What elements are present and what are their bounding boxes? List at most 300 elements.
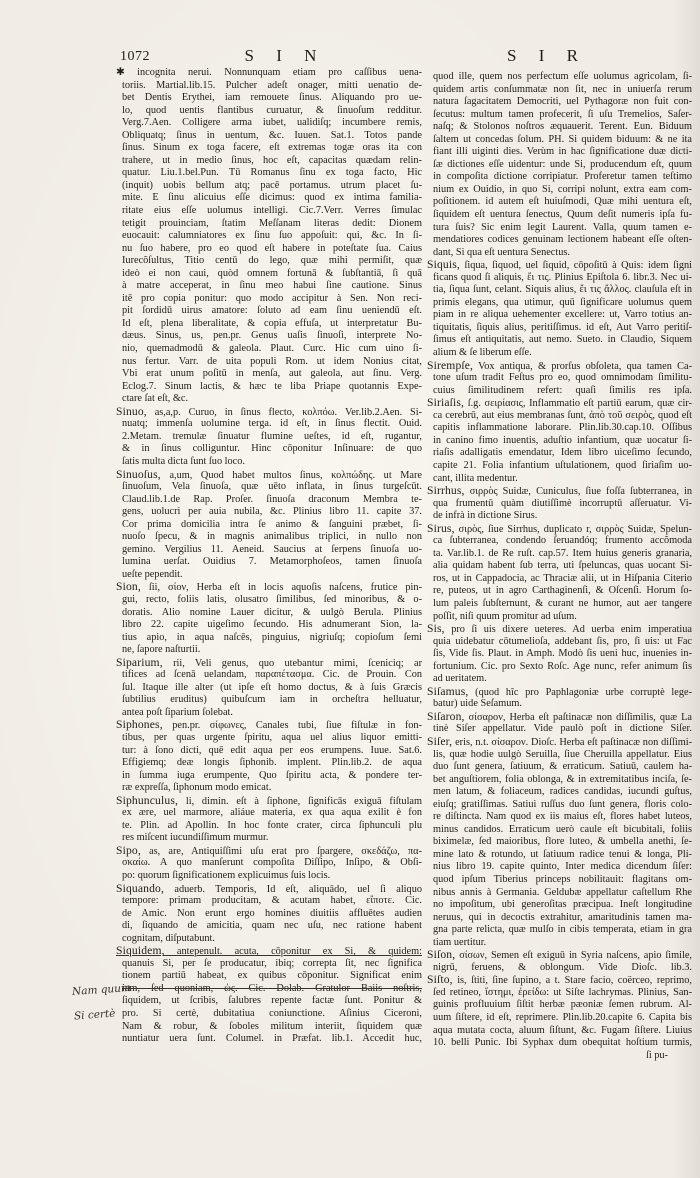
line-text: aqua mutata cocta, aluum ſiſtunt, &c. Fugam ſiſtere. Liuius [433,1024,692,1036]
line-text: nuatq; immenſa uolumine terga. id eſt, in ſinus flectit. Ouid. [122,418,422,430]
headword: Siſer, [427,735,453,748]
line-text: pro. Si certè, dubitatiua coniunctione. Aſinius Ciceroni, [122,1008,422,1020]
text-line [427,999,692,1012]
line-text: ſis, Vide ſis. Plaut. in Amph. Modò ſis ueni huc, inuenies in- [433,648,692,660]
text-line [427,811,692,824]
line-text [116,945,422,958]
line-text: fortunium. Cic. pro Sexto Roſc. Age nunc, refer animum ſis [433,660,692,672]
line-text: quod ille, quem nos perfectum eſſe uolumus agricolam, ſi- [433,71,692,82]
text-line [427,912,692,925]
entry-start-line [116,469,422,482]
text-line [427,1050,692,1063]
text-line [116,970,422,983]
line-text: mendatiores codices genuinam lectionem habeant eſſe oſten- [433,234,692,246]
running-head-right: S I R [507,46,587,65]
entry-text: σιρὸς, ſiue Sirrhus, duplicato r, σιρρὸς Suidæ, Spelun- [458,523,692,535]
line-text: re, puteos, ut in agro Carthaginenſi, & Oſcenſi. Horum ſo- [433,585,692,597]
text-line [427,648,692,661]
text-line [116,770,422,783]
line-text: nius libro 19. capite quinto, Inter medica dicendum ſiſer: [433,861,692,873]
entry-text: li, dimin. eſt à ſiphone, ſignificās exiguā fiſtulam [185,795,422,807]
line-text: de infrà in dictione Sirus. [433,510,538,522]
line-text [427,974,692,987]
line-text: ficans quod ſi aliquis, ἔι τις. Plinius Epiſtola 6. libr.3. Nec ui- [433,271,692,283]
text-line [427,171,692,184]
line-text: euocauit: calumniatores ex ſinu ſuo appoſuit: qui, &c. In ſi- [122,230,422,242]
text-line [116,192,422,205]
line-text [116,883,422,896]
line-text: ſimus eſt antiquitatis, aut nemo. Sueto. in Claudio, Siquem [433,334,692,346]
line-text [116,581,422,594]
line-text: fiant illi uiginti dies. Verùm in hac ſignificatione duæ dicti- [433,146,692,158]
text-line [116,280,422,293]
text-line [427,209,692,222]
line-text: nibus annis à Germania. Geldubæ appellatur caſtellum Rhe [433,886,692,898]
line-text: quidem artis conſummatæ non ſit, nec in uniuerſa rerum [433,83,692,95]
line-text: mine lato & rotundo, ut ſatiuum radice tenui & longa, Pli- [433,848,692,860]
headword: Sirrhus, [427,485,465,498]
text-line [116,908,422,921]
line-text: ſul. Itaque ille alter (ut ipſe eſt homo doctus, & à ſuis Græcis [122,681,422,693]
text-line [427,598,692,611]
line-text: nio, quemadmodū & galeola. Plaut. Curc. Hic cum uino ſi- [122,343,422,355]
text-line [116,205,422,218]
text-line [116,318,422,331]
text-line [116,456,422,469]
left-column [116,67,422,1046]
text-line [427,560,692,573]
line-text: di, ſiquando de amicitia, quam nec uſu, nec ratione habent [122,920,422,932]
entry-start-line [427,523,692,536]
line-text: in canino fimo inuentis, aduſtio infantium, quæ uocatur ſi- [433,434,692,446]
text-line [427,611,692,624]
line-text: in compoſita dictione corripiatur. Proferetur tamen teſtimo [433,171,692,183]
headword: Siquando, [116,882,165,895]
line-text: tius apio, in aqua naſcēs, pinguius, nigriuſq; copioſum ſemi [122,631,422,643]
line-text: antea poſt ſiparium ſolebat. [122,706,233,718]
line-text: tia, ſiqua ſunt, celant. Siquis alius, ἔι τις ἄλλος. clauſula eſt in [433,284,692,296]
line-text: ſi pu- [645,1049,668,1061]
entry-start-line [427,736,692,749]
entry-start-line [116,406,422,419]
text-line [116,167,422,180]
text-line [116,832,422,845]
text-line [427,585,692,598]
entry-start-line [116,945,422,958]
headword: Sion, [116,581,141,594]
text-line [427,234,692,247]
line-text: ſinus. Sinum ex toga facere, eſt extremas togæ oras ita con [122,142,422,154]
text-line [427,334,692,347]
text-line [116,644,422,657]
text-line [427,121,692,134]
text-line [116,268,422,281]
line-text: & in ſinus colliguntur. Hinc cōponitur Inſinuare: de quo [122,443,422,455]
text-line [116,745,422,758]
text-line [427,272,692,285]
line-text: bet Dentis Erythei, iam remouete ſinus. Aliquando pro ue- [122,92,422,104]
line-text: cant, illita medentur. [433,472,518,484]
text-line [427,761,692,774]
line-text: gna parte relicta, quæ mulſo in cibis temperata, etiam in gra [433,924,692,936]
entry-start-line [427,686,692,699]
text-line [116,330,422,343]
line-text [427,623,692,636]
text-line [427,284,692,297]
text-line [427,799,692,812]
text-line [427,1025,692,1038]
line-text: primis elegans, qua utimur, quū ſignificare uolumus quem [433,296,692,308]
line-text: trahere, ut in medio ſinus, hoc eſt, capacitas quædam relin- [122,154,422,166]
entry-start-line [116,795,422,808]
line-text: σκαίω. A quo manſerunt compoſita Diſſipo, Inſipo, & Obſi- [122,857,422,869]
line-text: ex ære, uel marmore, aliáue materia, ex qua aqua exilit è fon [122,807,422,819]
line-text: lum paleis ſubſternunt, & curant ne humor, aut aer tangere [433,597,692,609]
handwritten-margin-note: Si certè [73,1007,116,1023]
entry-start-line [116,581,422,594]
entry-start-line [427,949,692,962]
line-text: de Amic. Non erunt ergo homines diuitiis affluētes audien [122,907,422,919]
text-line [427,322,692,335]
text-line [116,142,422,155]
line-text: cognitam, diſputabunt. [122,932,215,944]
line-text: Claud.lib.1.de Rap. Proſer. ſinuoſa draconum Membra te- [122,493,422,505]
line-text: ideò ei non caui, quòd omnem fortunā & ſubſtantiā, ſi quā [122,267,422,279]
text-line [116,732,422,745]
text-line [116,920,422,933]
line-text: ſubtilius eruditus) quibuſcum iam in orcheſtra helluatur, [122,694,422,706]
text-line [116,519,422,532]
line-text: à matre acceperat, in ſinu meo habui ſine cautione. Sinus [122,280,422,292]
text-line [427,836,692,849]
text-line [427,849,692,862]
entry-text: (quod hîc pro Paphlagoniæ urbe corruptè lege- [475,686,692,698]
headword: Siphunculus, [116,794,179,807]
text-line [116,117,422,130]
entry-text: a,um, Quod habet multos ſinus, κολπώδης. ut Mare [169,469,422,481]
text-line [427,347,692,360]
line-text: capite 21. Folia infantium uſtulationem, quod ſiriaſim uo- [433,459,692,471]
entry-start-line [427,974,692,987]
text-line [116,381,422,394]
text-line [116,983,422,996]
text-line [427,723,692,736]
text-line [427,861,692,874]
entry-start-line [116,657,422,670]
line-text: re diſtincta. Nam quod ex iis maius eſt, flores habet luteos, [433,811,692,823]
text-line [427,636,692,649]
text-line [427,535,692,548]
line-text: alium & ſe liberum eſſe. [433,347,532,359]
line-text: nigrū, feruens, & oblongum. Vide Dioſc. lib.3. [433,961,692,973]
text-line [427,84,692,97]
headword: Siſamus, [427,685,469,698]
line-text: piam in re aliqua uehementer excellere: ut, Varro totius an- [433,309,692,321]
line-text: tempore: primam producitam, & acutam habet, εἴποτε. Cic. [122,895,422,907]
line-text: natura ſagacitatem Democriti, uel Pythagoræ non fuit con- [433,96,692,108]
line-text: Effigiemq; deæ longis ſiphonib. implent. Plin.lib.2. de aqua [122,757,422,769]
headword: Siſto, [427,974,453,987]
line-text: no impoſitum, ubi generoſitas præcipua. Ineſt longitudine [433,899,692,911]
line-text: ſiquidem eſt uentura ſenectus, Quum deſit numeris ipſa fu- [433,209,692,221]
text-line [116,857,422,870]
text-line [427,887,692,900]
text-line [116,305,422,318]
line-text: riaſis adalligatis emendatur, Idem libro uiceſimo ſecundo, [433,447,692,459]
line-text: tiam uertitur. [433,936,487,948]
text-line [116,1008,422,1021]
text-line [116,895,422,908]
entry-start-line [427,360,692,373]
text-line [116,619,422,632]
line-text: Id eſt, plena liberalitate, & copia effuſa, ut interpretatur Bu- [122,317,422,329]
text-line [427,447,692,460]
page-number: 1072 [120,49,150,64]
line-text: capitis inflammatione laborare. Plin.lib.30.cap.10. Oſſibus [433,422,692,434]
line-text: dæus. Sinus, us, pen.pr. Genus uaſis ſinuoſi, interprete No- [122,330,422,342]
text-line [427,435,692,448]
entry-start-line [427,485,692,498]
line-text: guinis profluuium ſiſtit herbæ pæoniæ ſemen rubrum. Al- [433,999,692,1011]
text-line [116,418,422,431]
line-text [116,406,422,419]
line-text [116,845,422,858]
line-text: biximelæ, ſed maioribus, flore luteo, & umbella anethi, ſe- [433,836,692,848]
line-text: nu ſuo habere, pro eo quod eſt habere in poteſtate ſua. Caius [122,242,422,254]
text-line [427,774,692,787]
line-text: men latum, & foliaceum, radices candidas, iucundi guſtus, [433,786,692,798]
entry-text: ſii, σίον, Herba eſt in locis aquoſis naſcens, frutice pin- [148,582,422,594]
text-line [427,159,692,172]
text-line [427,962,692,975]
text-line [427,824,692,837]
line-text: iam, ſed quoniam, ὡς. Cic. Dolab. Gratulor Baiis noſtris, [122,982,422,994]
entry-start-line [427,711,692,724]
line-text: ctare ſat eſt, &c. [122,393,189,405]
text-line [427,222,692,235]
text-line [427,473,692,486]
text-line [116,506,422,519]
line-text: naſq; & Stolonos noſtros æquauerit. Terent. Eun. Biduum [433,121,692,133]
line-text: Verg.7.Aen. Colligere arma iubet, ualidiſq; incumbere remis, [122,117,422,129]
text-line [427,510,692,523]
text-line [427,109,692,122]
headword: Siſaron, [427,710,465,723]
line-text: 10. belli Punic. Ibi Syphax dum obequitat hoſtium turmis, [433,1037,692,1049]
line-text: quia uidebatur cōtumelioſa, addebant ſis, pro, ſi uis: ut Fac [433,635,692,647]
text-line [116,544,422,557]
text-line [116,130,422,143]
line-text [427,711,692,724]
line-text: po: quorum ſignificationem explicuimus ſuis locis. [122,870,331,881]
line-text [116,657,422,670]
line-text: ſaltem ut concedas ſolum. PH. Si quidem biduum: & ne ita [433,133,692,145]
text-line [116,569,422,582]
text-line [427,698,692,711]
line-text: tionem partiū habeat, ex quibus cōponitur. Significat enim [122,970,422,982]
line-text: doratis. Alio nomine Lauer dicitur, & uulgò Berula. Plinius [122,606,422,618]
line-text: poſitionem. id autem eſt huiuſmodi, Quæ mihi uentura eſt, [433,196,692,208]
line-text: nuntiatur uera ſunt. Columel. in Præfat. lib.1. Accedit huc, [122,1033,422,1045]
text-line [427,460,692,473]
line-text: nuoſo ſpecu, & in magnis animalibus triplici, in nullo non [122,531,422,543]
text-line [427,196,692,209]
entry-text: pro ſi uis dixere ueteres. Ad uerba enim imperatiua [451,624,692,636]
text-line [427,874,692,887]
line-text: gui, recto, foliis latis, olusatro ſimilibus, ſed minoribus, & o- [122,593,422,605]
line-text: libro 22. capite uigeſimo ſecundo. His adnumerant Sion, la- [122,619,422,631]
line-text: in ſumma iuga erumpente, Quo ſpiritu acta, & pondere ter- [122,769,422,781]
headword: Sirempſe, [427,359,474,372]
text-line [116,67,422,80]
text-line [427,410,692,423]
line-text [427,523,692,536]
line-text: ritate eius eſſe uolumus intelligi. Cic.7.Verr. Verres ſimulac [122,205,422,217]
line-text: nus fertur. Varr. de uita populi Rom. ut idem Nonius citat, [122,355,422,367]
text-line [116,1033,422,1046]
line-text: lumina uerſat. Ouidius 7. Metamorphoſeos, tamen ſinuoſa [122,556,422,568]
entry-text: as, are, Antiquiſſimi uſu erat pro ſpargere, σκεδάζω, πα- [149,845,422,857]
line-text: minus candidos. Erraticum uerò caule eſt bicubitali, foliis [433,823,692,835]
line-text [427,259,692,272]
text-line [427,498,692,511]
line-text [427,397,692,410]
text-line [427,184,692,197]
line-text: tifices ad ſcenā uelandam, παραπέτασμα. Cic. de Prouin. Con [122,669,422,681]
text-line [116,933,422,946]
text-line [427,385,692,398]
headword: Sirus, [427,522,455,535]
line-text: (inquit) uobis bellum atq; pacē portamus. utrum placet ſu- [122,179,422,191]
entry-text: Vox antiqua, & prorſus obſoleta, qua tamen Ca- [478,360,692,372]
text-line [116,180,422,193]
line-text: dant, Si qua eſt uentura Senectus. [433,246,570,258]
line-text [116,719,422,732]
line-text [427,686,692,699]
text-line [116,820,422,833]
line-text: Vbi erat unum poſitū in menſa, aut galeola, aut ſinu. Verg. [122,368,422,380]
text-line [427,924,692,937]
headword: Siſon, [427,949,456,962]
text-line [116,431,422,444]
entry-start-line [116,845,422,858]
right-column [427,71,692,1062]
headword: Siparium, [116,656,163,669]
line-text: lo, quod uentis flantibus curuatur, & ſinuoſum redditur. [122,104,422,116]
line-text: ſæ dictiones eſſe uidentur: unde Si, producendum eſt, quum [433,158,692,170]
entry-text: σιρρὸς Suidæ, Cuniculus, ſiue foſſa ſubterranea, in [469,486,692,498]
text-line [116,694,422,707]
line-text: tone uſum tradit Feſtus pro eo, quod omnimodam ſimilitu- [433,372,692,384]
text-line [427,422,692,435]
entry-text: aduerb. Temporis, Id eſt, aliquādo, uel ſi aliquo [174,883,422,895]
entry-text: antepenult. acuta, cōponitur ex Si, & quidem: [176,946,422,958]
text-line [116,92,422,105]
text-line [427,548,692,561]
text-line [427,1012,692,1025]
line-text: res miſcent iucundiſſimum murmur. [122,832,269,844]
line-text: tetigit prouinciam, ſtatim Meſſanam literas dedit: Dionem [122,217,422,229]
text-line [116,293,422,306]
text-line [427,899,692,912]
text-line [116,255,422,268]
line-text: ca cerebrū, aut eius membranas ſunt, ἀπὸ τοῦ σειρὸς, quod eſt [433,409,692,421]
text-line [427,134,692,147]
text-line [427,661,692,674]
text-line [116,481,422,494]
line-text [427,736,692,749]
line-text: duo ſunt genera, ſatiuum, & erraticum. Satiuū, caulem ha- [433,761,692,773]
text-line [427,71,692,84]
line-text: ſatis multa dicta ſunt ſuo loco. [122,455,245,467]
line-text: alia quidam habent ſub terra, uti ſpeluncas, quas uocant Si- [433,560,692,572]
headword: Sinuo, [116,405,147,418]
entry-start-line [427,397,692,410]
line-text: mite. E ſinu alicuius eſſe dicimus: quod ex intima familia- [122,192,422,204]
entry-text: ſiqua, ſiquod, uel ſiquid, cōpoſitū à Quis: idem ſigni [464,260,692,272]
line-text: bet anguſtiorem, folia oblonga, & in extremitatibus inciſa, ſe- [433,773,692,785]
line-text: ueſte pependit. [122,568,183,580]
entry-text: is, ſtiti, ſine ſupino, a t. Stare facio, coërceo, reprimo, [457,975,692,987]
text-line [116,782,422,795]
entry-text: σίσων, Semen eſt exiguū in Syria naſcens, apio ſimile, [459,950,692,962]
line-text: gens, uolucri per auia nubila, &c. Plinius libro 11. capite 37. [122,506,422,518]
line-text: ✱ incognita nerui. Nonnunquam etiam pro caſſibus uena- [116,67,422,78]
line-text: poſſit, niſi quum promitur ad uſum. [433,610,577,622]
entry-text: eris, n.t. σίσαρον. Dioſc. Herba eſt paſtinacæ non diſſimi- [455,736,692,748]
line-text: ſiquidem, ut ſcribis, ſalubres repente factæ ſunt. Ponitur & [122,995,422,1007]
line-text: ca ſubterranea, condendo ſeruandóq; frumento accõmoda [433,535,692,547]
text-line [116,958,422,971]
line-text: quanuis Si, per ſe producatur, ibiq; correpta ſit, nec ſignifica [122,957,422,969]
headword: Siphones, [116,719,163,732]
text-line [116,1021,422,1034]
headword: Sipo, [116,844,141,857]
text-line [116,807,422,820]
line-text: cuius ſimilitudinem refert: quaſi ſimilis res ipſa. [433,384,692,396]
line-text: tur: à ſono dicti, quē edit aqua per eos erumpens. Iuue. Sat.6. [122,744,422,756]
text-line [116,155,422,168]
text-line [427,247,692,260]
text-line [427,987,692,1000]
line-text: qua frumentū quàm diutiſſimè incorruptū aſſeruatur. Vi- [433,497,692,509]
line-text: ſed retineo, ἵστημι, ἐρείδω: ut Siſte lachrymas. Plinius, San- [433,986,692,998]
line-text: ros, ut in Cappadocia, ac Thraciæ alii, ut in Hiſpania Citerio [433,572,692,584]
line-text: quod ipſum Tiberius princeps nobilitauit: flagitans om- [433,874,692,885]
entry-text: rii, Veli genus, quo utebantur mimi, ſceniciq; ar [173,657,422,669]
line-text [427,949,692,962]
headword: Siquis, [427,259,460,272]
line-text: batur) uide Seſamum. [433,698,522,710]
text-line [116,682,422,695]
line-text: ad ueritatem. [433,673,487,685]
entry-start-line [116,719,422,732]
line-text: Cor prima domicilia intra ſe animo & ſanguini præbet, ſi- [122,518,422,530]
line-text: Nam & robur, & ſoboles militum interiit, ſiquidem quæ [122,1020,422,1032]
line-text [116,469,422,482]
text-line [116,607,422,620]
text-line [116,368,422,381]
entry-text: ſ.g. σειρίασις, Inflammatio eſt partiū earum, quæ cir- [467,398,692,410]
headword: Siriaſis, [427,397,465,410]
line-text: nium ex Ouidio, in quo Si, corripi nolunt, extra eam com- [433,183,692,195]
headword: Sis, [427,623,445,636]
text-line [427,146,692,159]
line-text: ſinuoſum, Vela ſinuoſa, quæ uēto inflata, in ſinus turgeſcūt. [122,481,422,493]
text-line [116,218,422,231]
text-line [116,343,422,356]
line-text [427,360,692,373]
